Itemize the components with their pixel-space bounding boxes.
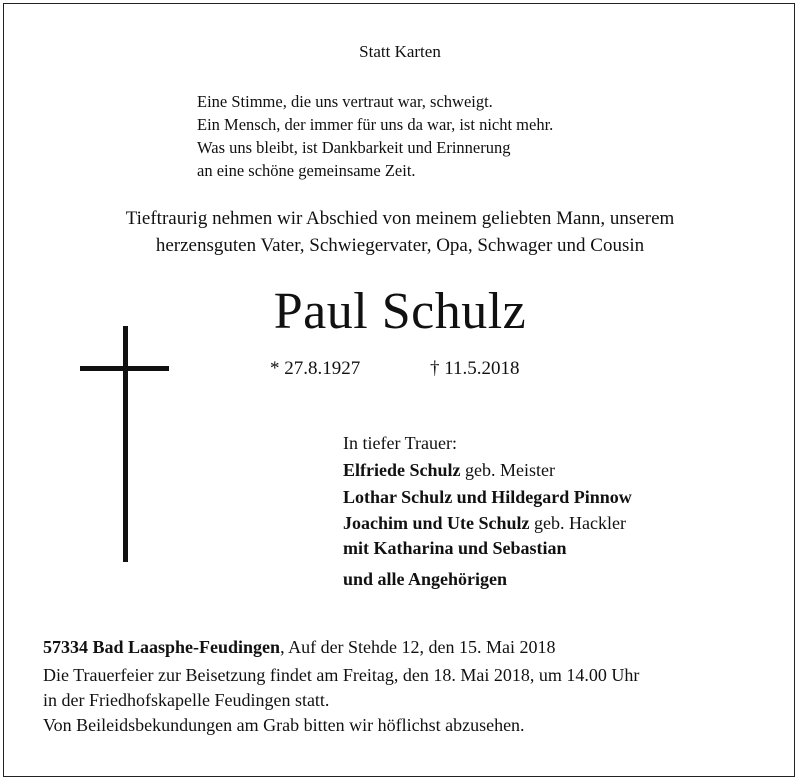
mourner-line (343, 536, 632, 561)
poem-line: Ein Mensch, der immer für uns da war, ist nicht mehr. (197, 115, 554, 134)
notice-header: Statt Karten (359, 42, 441, 61)
address-rest: , Auf der Stehde 12, den 15. Mai 2018 (280, 637, 556, 657)
cross-vertical (123, 326, 128, 562)
address-city: 57334 Bad Laasphe-Feudingen (43, 637, 281, 657)
cross-horizontal (80, 366, 169, 371)
birth-date: * 27.8.1927 (270, 358, 361, 379)
intro-text (0, 205, 800, 259)
deceased-name: Paul Schulz (273, 283, 527, 340)
service-line: Die Trauerfeier zur Beisetzung findet am Freitag, den 18. Mai 2018, um 14.00 Uhr (43, 665, 640, 685)
service-line: in der Friedhofskapelle Feudingen statt. (43, 690, 330, 710)
poem (197, 90, 553, 182)
intro-line: herzensguten Vater, Schwiegervater, Opa, Schwager und Cousin (155, 235, 645, 256)
mourner-name: mit Katharina und Sebastian (343, 538, 567, 558)
address-line (43, 635, 639, 660)
poem-line: an eine schöne gemeinsame Zeit. (197, 161, 416, 180)
death-date: † 11.5.2018 (430, 358, 520, 379)
poem-line: Was uns bleibt, ist Dankbarkeit und Erinnerung (197, 138, 511, 157)
mourner-line (343, 566, 632, 593)
mourner-name: Elfriede Schulz (343, 460, 461, 480)
mourner-line (343, 457, 632, 484)
mourner-name: Lothar Schulz und Hildegard Pinnow (343, 487, 632, 507)
mourner-line (343, 511, 632, 536)
mourner-name: Joachim und Ute Schulz (343, 513, 530, 533)
mourner-note: geb. Hackler (529, 513, 626, 533)
mourner-line (343, 484, 632, 511)
mourner-note: geb. Meister (460, 460, 555, 480)
poem-line: Eine Stimme, die uns vertraut war, schweigt. (197, 92, 493, 111)
mourners-heading: In tiefer Trauer: (343, 433, 457, 453)
mourners-list (343, 430, 632, 593)
condolence-line: Von Beileidsbekundungen am Grab bitten wir höflichst abzusehen. (43, 715, 525, 735)
notice-footer (43, 635, 639, 738)
mourner-name: und alle Angehörigen (343, 569, 508, 589)
intro-line: Tieftraurig nehmen wir Abschied von meinem geliebten Mann, unserem (125, 208, 675, 229)
